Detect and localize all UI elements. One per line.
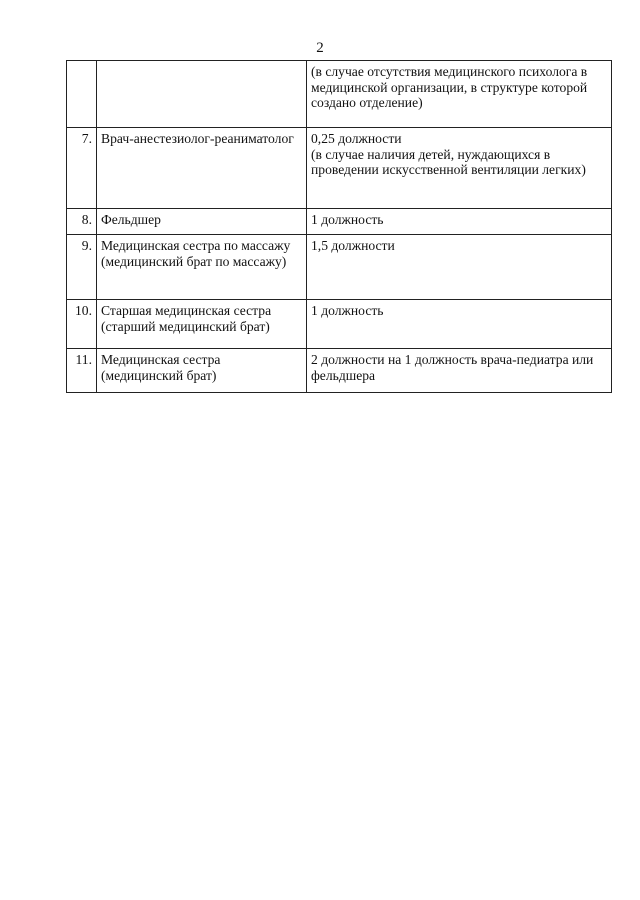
norm-cell: 1,5 должности bbox=[307, 235, 612, 300]
norm-cell: 0,25 должности (в случае наличия детей, нуждающихся в проведении искусственной вентиляции легких) bbox=[307, 128, 612, 209]
table-row bbox=[67, 128, 612, 209]
row-number-cell: 11. bbox=[67, 349, 97, 393]
position-cell: Старшая медицинская сестра (старший медицинский брат) bbox=[97, 300, 307, 349]
norm-cell: 1 должность bbox=[307, 300, 612, 349]
position-cell: Медицинская сестра по массажу (медицинский брат по массажу) bbox=[97, 235, 307, 300]
staffing-table bbox=[66, 60, 612, 393]
row-number-cell: 7. bbox=[67, 128, 97, 209]
position-cell: Медицинская сестра (медицинский брат) bbox=[97, 349, 307, 393]
table-row bbox=[67, 349, 612, 393]
row-number-cell: 10. bbox=[67, 300, 97, 349]
table-row-continued bbox=[67, 61, 612, 128]
table-row bbox=[67, 235, 612, 300]
table-row bbox=[67, 209, 612, 235]
row-number-cell: 9. bbox=[67, 235, 97, 300]
position-cell bbox=[97, 61, 307, 128]
row-number-cell bbox=[67, 61, 97, 128]
position-cell: Врач-анестезиолог-реаниматолог bbox=[97, 128, 307, 209]
table-row bbox=[67, 300, 612, 349]
norm-cell: 2 должности на 1 должность врача-педиатра или фельдшера bbox=[307, 349, 612, 393]
row-number-cell: 8. bbox=[67, 209, 97, 235]
position-cell: Фельдшер bbox=[97, 209, 307, 235]
norm-cell: (в случае отсутствия медицинского психолога в медицинской организации, в структуре которой создано отделение) bbox=[307, 61, 612, 128]
norm-cell: 1 должность bbox=[307, 209, 612, 235]
page-number: 2 bbox=[316, 40, 324, 56]
